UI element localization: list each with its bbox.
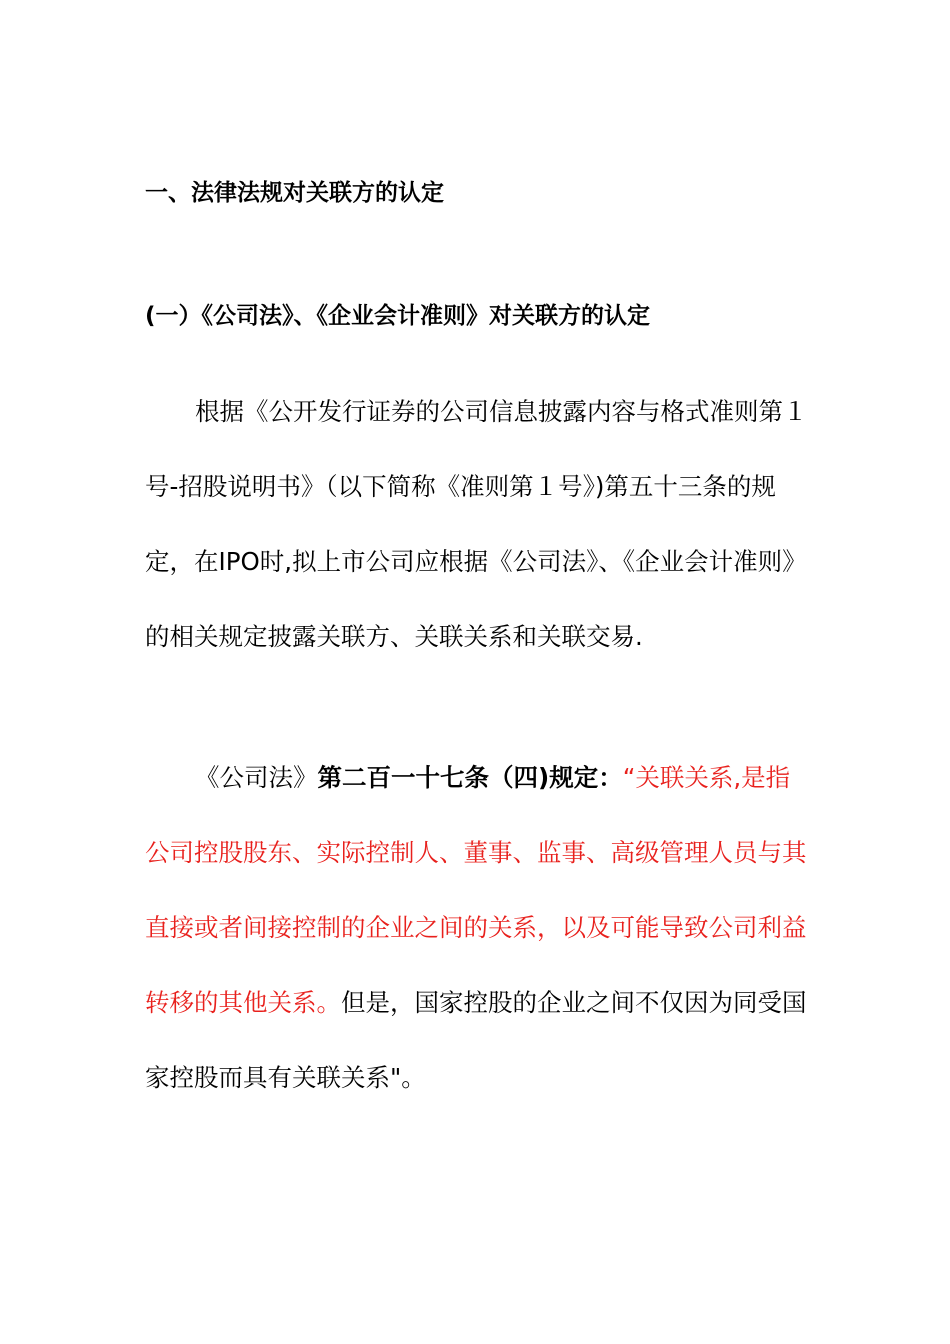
body-paragraph-1: 根据《公开发行证券的公司信息披露内容与格式准则第１号-招股说明书》（以下简称《准则第１号》)第五十三条的规定，在IPO时,拟上市公司应根据《公司法》、《企业会计准则》的相关规定披露关联方、关联关系和关联交易. <box>145 397 808 651</box>
law-reference: 《公司法》 <box>195 763 318 792</box>
quoted-definition: “关联关系,是指公司控股股东、实际控制人、董事、监事、高级管理人员与其直接或者间接控制的企业之间的关系，以及可能导致公司利益转移的其他关系。 <box>145 763 807 1017</box>
subsection-heading: (一）《公司法》、《企业会计准则》对关联方的认定 <box>145 303 651 329</box>
body-paragraph-2 <box>145 740 809 1115</box>
section-heading: 一、法律法规对关联方的认定 <box>145 180 444 206</box>
article-reference: 第二百一十七条（四)规定： <box>317 763 623 792</box>
paragraph-tail: 但是，国家控股的企业之间不仅因为同受国家控股而具有关联关系"。 <box>145 988 807 1092</box>
